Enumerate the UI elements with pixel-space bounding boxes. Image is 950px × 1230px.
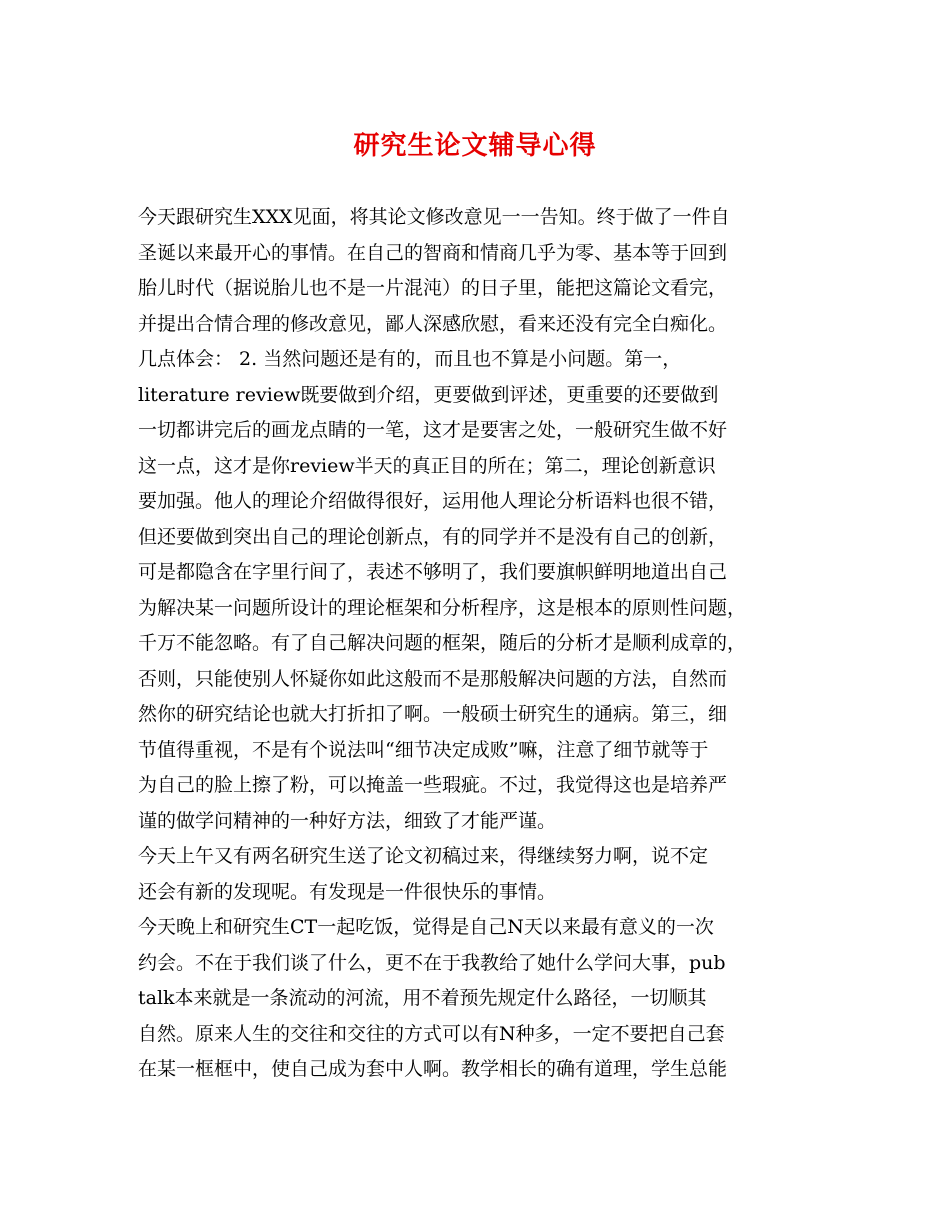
body-line: 约会。不在于我们谈了什么，更不在于我教给了她什么学问大事，pub bbox=[138, 951, 726, 974]
body-line: 要加强。他人的理论介绍做得很好，运用他人理论分析语料也很不错， bbox=[138, 490, 728, 512]
body-line: 今天晚上和研究生CT一起吃饭，觉得是自己N天以来最有意义的一次 bbox=[138, 916, 714, 938]
body-line: 自然。原来人生的交往和交往的方式可以有N种多，一定不要把自己套 bbox=[138, 1022, 725, 1045]
body-line: 今天跟研究生XXX见面，将其论文修改意见一一告知。终于做了一件自 bbox=[138, 206, 730, 228]
body-line: 几点体会： 2. 当然问题还是有的，而且也不算是小问题。第一， bbox=[138, 348, 682, 370]
body-line: 还会有新的发现呢。有发现是一件很快乐的事情。 bbox=[138, 880, 557, 903]
body-line: 但还要做到突出自己的理论创新点，有的同学并不是没有自己的创新， bbox=[138, 525, 728, 548]
body-line: 在某一框框中，使自己成为套中人啊。教学相长的确有道理，学生总能 bbox=[138, 1058, 728, 1080]
body-line: 然你的研究结论也就大打折扣了啊。一般硕士研究生的通病。第三，细 bbox=[138, 703, 728, 725]
body-line: talk本来就是一条流动的河流，用不着预先规定什么路径，一切顺其 bbox=[138, 987, 707, 1009]
body-line: literature review既要做到介绍，更要做到评述，更重要的还要做到 bbox=[138, 383, 719, 406]
document-title: 研究生论文辅导心得 bbox=[353, 131, 597, 161]
body-line: 一切都讲完后的画龙点睛的一笔，这才是要害之处，一般研究生做不好 bbox=[138, 419, 728, 441]
body-line: 为自己的脸上擦了粉，可以掩盖一些瑕疵。不过，我觉得这也是培养严 bbox=[138, 774, 728, 796]
document-body bbox=[138, 200, 818, 1088]
body-line: 可是都隐含在字里行间了，表述不够明了，我们要旗帜鲜明地道出自己 bbox=[138, 561, 728, 583]
body-line: 节值得重视，不是有个说法叫“细节决定成败”嘛，注意了细节就等于 bbox=[138, 738, 709, 761]
body-line: 胎儿时代（据说胎儿也不是一片混沌）的日子里，能把这篇论文看完， bbox=[138, 277, 728, 299]
body-line: 并提出合情合理的修改意见，鄙人深感欣慰，看来还没有完全白痴化。 bbox=[138, 312, 728, 335]
body-line: 千万不能忽略。有了自己解决问题的框架，随后的分析才是顺利成章的， bbox=[138, 632, 747, 654]
body-line: 谨的做学问精神的一种好方法，细致了才能严谨。 bbox=[138, 809, 557, 832]
body-line: 今天上午又有两名研究生送了论文初稿过来，得继续努力啊，说不定 bbox=[138, 845, 709, 867]
body-line: 为解决某一问题所设计的理论框架和分析程序，这是根本的原则性问题， bbox=[138, 596, 747, 619]
body-line: 这一点，这才是你review半天的真正目的所在；第二，理论创新意识 bbox=[138, 454, 716, 477]
body-line: 否则，只能使别人怀疑你如此这般而不是那般解决问题的方法，自然而 bbox=[138, 667, 728, 690]
body-line: 圣诞以来最开心的事情。在自己的智商和情商几乎为零、基本等于回到 bbox=[138, 241, 728, 264]
